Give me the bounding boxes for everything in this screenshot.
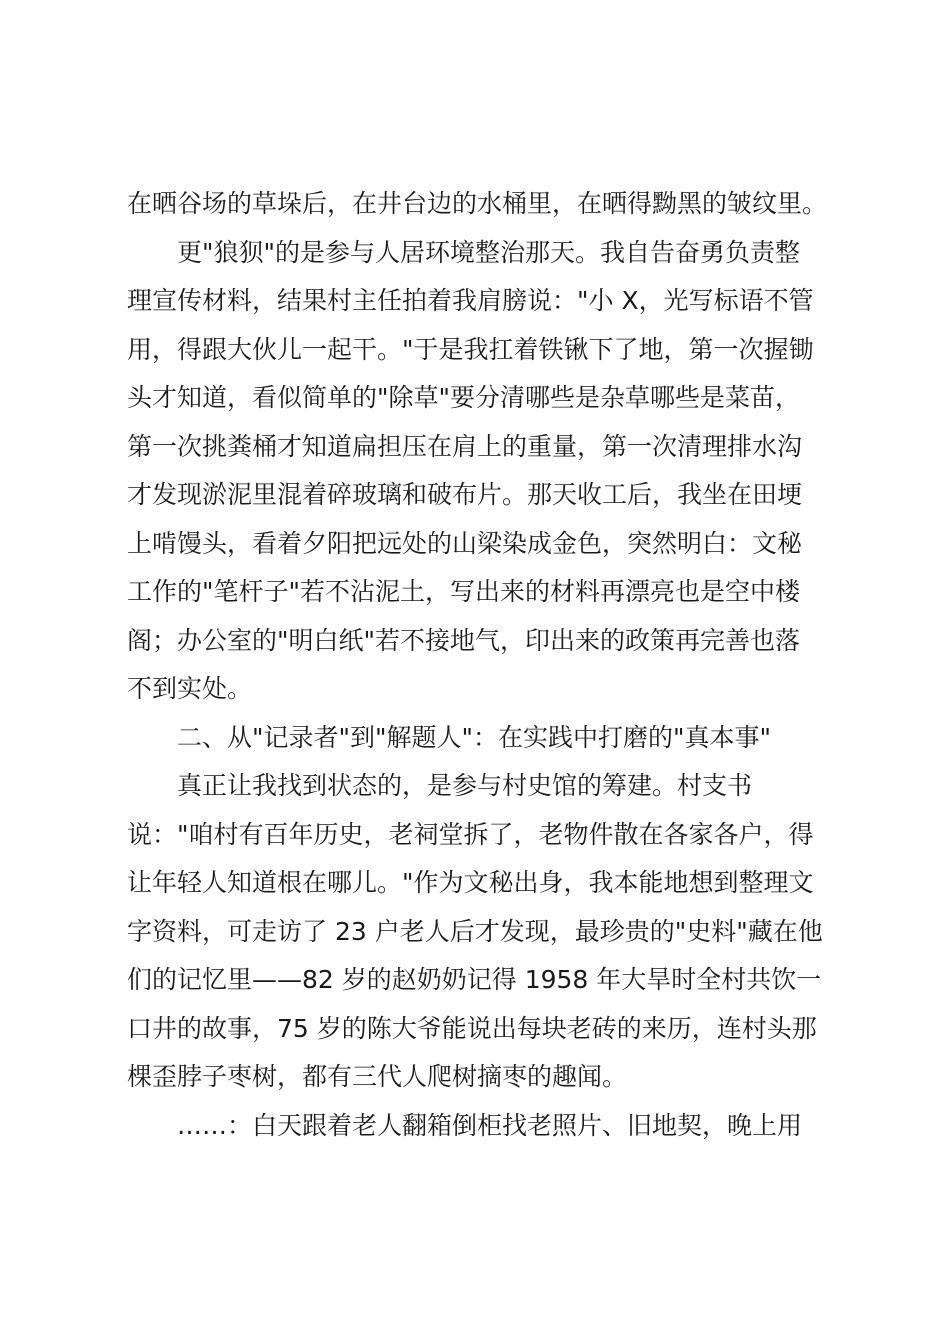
paragraph-line: 们的记忆里——82 岁的赵奶奶记得 1958 年大旱时全村共饮一 xyxy=(127,965,822,994)
paragraph-line: 真正让我找到状态的，是参与村史馆的筹建。村支书 xyxy=(177,771,753,800)
paragraph-line: 用，得跟大伙儿一起干。"于是我扛着铁锹下了地，第一次握锄 xyxy=(127,334,814,364)
section-heading: 二、从"记录者"到"解题人"：在实践中打磨的"真本事" xyxy=(177,722,771,752)
paragraph-line: 说："咱村有百年历史，老祠堂拆了，老物件散在各家各户，得 xyxy=(127,819,814,849)
paragraph-line: 口井的故事，75 岁的陈大爷能说出每块老砖的来历，连村头那 xyxy=(127,1013,817,1043)
paragraph-line: ……：白天跟着老人翻箱倒柜找老照片、旧地契，晚上用 xyxy=(177,1110,803,1140)
paragraph-line: 让年轻人知道根在哪儿。"作为文秘出身，我本能地想到整理文 xyxy=(127,868,814,897)
paragraph-line: 头才知道，看似简单的"除草"要分清哪些是杂草哪些是菜苗， xyxy=(127,383,801,412)
paragraph-line: 第一次挑粪桶才知道扁担压在肩上的重量，第一次清理排水沟 xyxy=(127,431,803,461)
paragraph-line: 在晒谷场的草垛后，在井台边的水桶里，在晒得黝黑的皱纹里。 xyxy=(127,189,828,218)
paragraph-line: 才发现淤泥里混着碎玻璃和破布片。那天收工后，我坐在田埂 xyxy=(127,480,803,509)
paragraph-line: 工作的"笔杆子"若不沾泥土，写出来的材料再漂亮也是空中楼 xyxy=(127,577,801,606)
paragraph-line: 字资料，可走访了 23 户老人后才发现，最珍贵的"史料"藏在他 xyxy=(127,916,823,946)
paragraph-line: 棵歪脖子枣树，都有三代人爬树摘枣的趣闻。 xyxy=(127,1062,628,1091)
paragraph-line: 阁；办公室的"明白纸"若不接地气，印出来的政策再完善也落 xyxy=(127,625,801,655)
paragraph-line: 不到实处。 xyxy=(127,674,253,703)
paragraph-line: 上啃馒头，看着夕阳把远处的山梁染成金色，突然明白：文秘 xyxy=(127,528,803,558)
paragraph-line: 更"狼狈"的是参与人居环境整治那天。我自告奋勇负责整 xyxy=(177,237,801,267)
paragraph-line: 理宣传材料，结果村主任拍着我肩膀说："小 X，光写标语不管 xyxy=(127,286,814,315)
document-page xyxy=(127,180,837,1150)
